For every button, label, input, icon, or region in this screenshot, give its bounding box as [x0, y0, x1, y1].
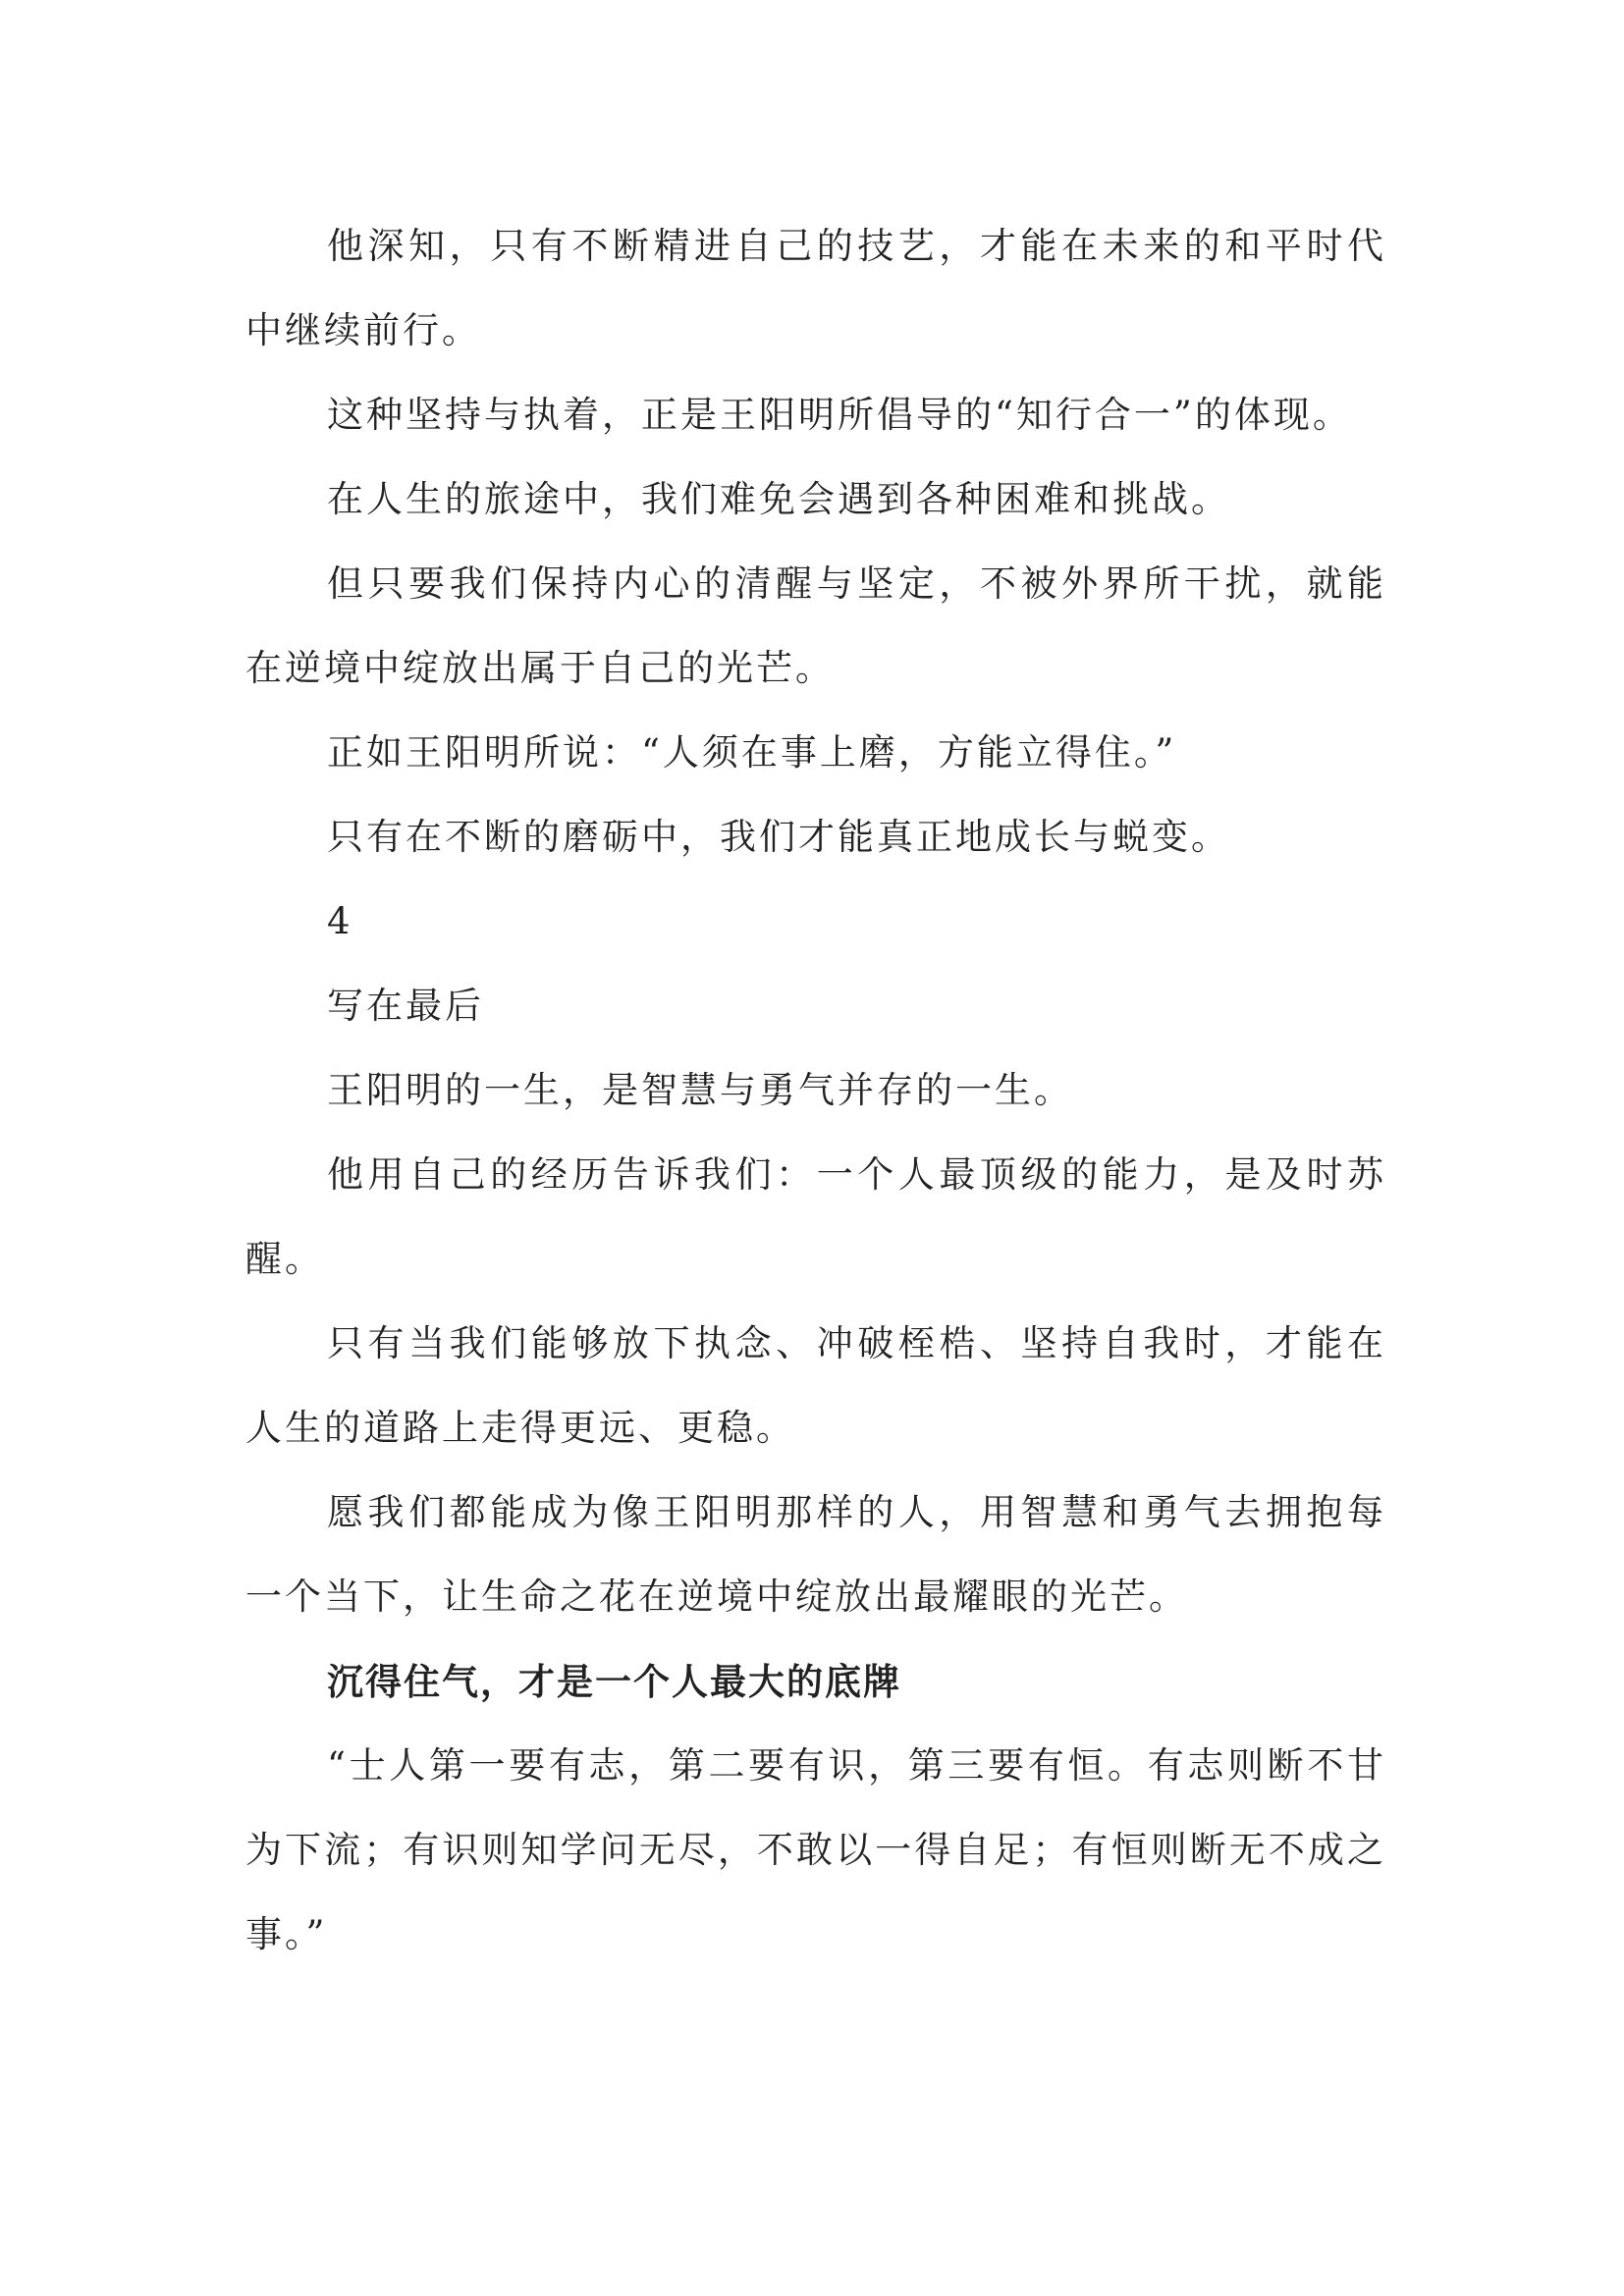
paragraph: 他深知，只有不断精进自己的技艺，才能在未来的和平时代中继续前行。	[245, 225, 1386, 351]
paragraph: 这种坚持与执着，正是王阳明所倡导的“知行合一”的体现。	[327, 394, 1352, 436]
quote-paragraph: 正如王阳明所说：“人须在事上磨，方能立得住。”	[327, 731, 1177, 774]
section-title: 写在最后	[327, 985, 484, 1027]
document-body	[245, 204, 1386, 1977]
paragraph: 愿我们都能成为像王阳明那样的人，用智慧和勇气去拥抱每一个当下，让生命之花在逆境中绽放出最耀眼的光芒。	[245, 1491, 1386, 1618]
paragraph: 只有当我们能够放下执念、冲破桎梏、坚持自我时，才能在人生的道路上走得更远、更稳。	[245, 1322, 1386, 1449]
paragraph: 王阳明的一生，是智慧与勇气并存的一生。	[327, 1069, 1073, 1111]
paragraph: 但只要我们保持内心的清醒与坚定，不被外界所干扰，就能在逆境中绽放出属于自己的光芒。	[245, 562, 1386, 689]
paragraph: 只有在不断的磨砺中，我们才能真正地成长与蜕变。	[327, 816, 1230, 858]
paragraph: 在人生的旅途中，我们难免会遇到各种困难和挑战。	[327, 478, 1230, 520]
section-number: 4	[327, 900, 353, 942]
quote-paragraph: “士人第一要有志，第二要有识，第三要有恒。有志则断不甘为下流；有识则知学问无尽，不敢以一得自足；有恒则断无不成之事。”	[245, 1744, 1386, 1955]
bold-heading: 沉得住气，才是一个人最大的底牌	[327, 1660, 901, 1703]
paragraph: 他用自己的经历告诉我们：一个人最顶级的能力，是及时苏醒。	[245, 1153, 1386, 1280]
